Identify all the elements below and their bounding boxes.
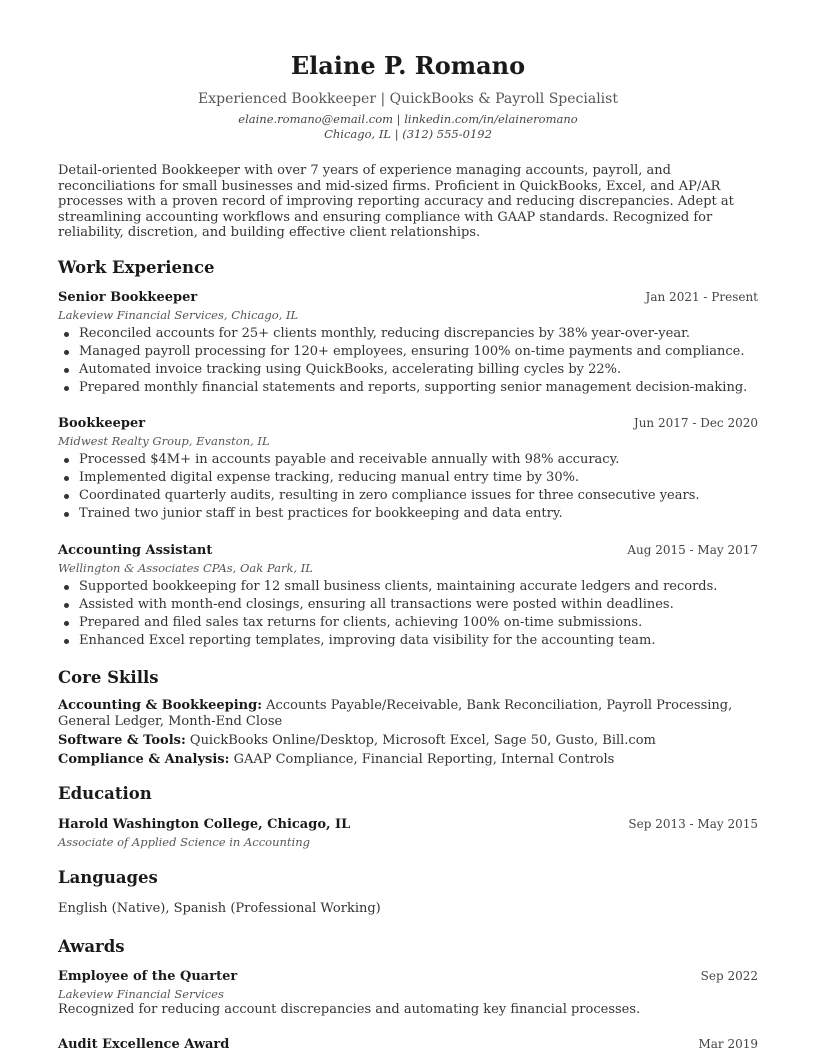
job-entry — [58, 543, 758, 650]
award-title: Audit Excellence Award — [58, 1037, 230, 1052]
skill-list: GAAP Compliance, Financial Reporting, Internal Controls — [233, 752, 615, 767]
job-entry — [58, 416, 758, 523]
job-company: Lakeview Financial Services, Chicago, IL — [58, 308, 299, 322]
job-title: Bookkeeper — [58, 416, 146, 431]
education-header — [58, 817, 758, 832]
job-dates: Jan 2021 - Present — [645, 290, 758, 304]
degree: Associate of Applied Science in Accounting — [58, 835, 310, 849]
job-dates: Jun 2017 - Dec 2020 — [633, 416, 758, 430]
school-name: Harold Washington College, Chicago, IL — [58, 817, 351, 832]
job-header — [58, 290, 758, 305]
section-title-skills: Core Skills — [58, 668, 159, 687]
job-bullet: Implemented digital expense tracking, reducing manual entry time by 30%. — [58, 469, 758, 487]
job-bullet: Prepared monthly financial statements and reports, supporting senior management decision-making. — [58, 379, 758, 397]
job-bullet: Managed payroll processing for 120+ employees, ensuring 100% on-time payments and compliance. — [58, 343, 758, 361]
job-bullet: Processed $4M+ in accounts payable and receivable annually with 98% accuracy. — [58, 451, 758, 469]
award-organization: Lakeview Financial Services — [58, 987, 224, 1001]
job-entry — [58, 290, 758, 397]
job-bullets — [58, 578, 758, 650]
award-description: Recognized for reducing account discrepancies and automating key financial processes. — [58, 1002, 641, 1017]
job-title: Accounting Assistant — [58, 543, 213, 558]
award-date: Sep 2022 — [700, 969, 758, 983]
skill-list: Accounts Payable/Receivable, Bank Reconciliation, Payroll Processing, General Ledger, Month-End Close — [58, 698, 733, 729]
award-header — [58, 969, 758, 984]
languages-list: English (Native), Spanish (Professional Working) — [58, 901, 381, 916]
contact-line-email: elaine.romano@email.com | linkedin.com/in/elaineromano — [238, 112, 578, 126]
job-bullet: Prepared and filed sales tax returns for clients, achieving 100% on-time submissions. — [58, 614, 758, 632]
job-company: Midwest Realty Group, Evanston, IL — [58, 434, 270, 448]
award-header — [58, 1037, 758, 1052]
education-entry — [58, 817, 758, 849]
skill-category: Software & Tools: — [58, 733, 186, 748]
award-date: Mar 2019 — [698, 1037, 758, 1051]
section-title-awards: Awards — [58, 937, 125, 956]
award-title: Employee of the Quarter — [58, 969, 238, 984]
job-bullets — [58, 325, 758, 397]
resume-header — [0, 0, 816, 142]
award-entry — [58, 1037, 758, 1052]
job-header — [58, 543, 758, 558]
skill-line — [58, 752, 758, 768]
job-bullet: Coordinated quarterly audits, resulting in zero compliance issues for three consecutive years. — [58, 487, 758, 505]
award-entry — [58, 969, 758, 1017]
job-dates: Aug 2015 - May 2017 — [627, 543, 758, 557]
section-title-education: Education — [58, 784, 152, 803]
skill-line — [58, 733, 758, 749]
job-bullets — [58, 451, 758, 523]
job-bullet: Trained two junior staff in best practices for bookkeeping and data entry. — [58, 505, 758, 523]
job-company: Wellington & Associates CPAs, Oak Park, IL — [58, 561, 313, 575]
headline: Experienced Bookkeeper | QuickBooks & Payroll Specialist — [198, 91, 618, 107]
section-title-work: Work Experience — [58, 258, 215, 277]
job-header — [58, 416, 758, 431]
candidate-name: Elaine P. Romano — [290, 51, 526, 80]
skill-category: Compliance & Analysis: — [58, 752, 230, 767]
section-title-languages: Languages — [58, 868, 158, 887]
job-bullet: Enhanced Excel reporting templates, improving data visibility for the accounting team. — [58, 632, 758, 650]
job-title: Senior Bookkeeper — [58, 290, 198, 305]
skill-category: Accounting & Bookkeeping: — [58, 698, 263, 713]
contact-line-location: Chicago, IL | (312) 555-0192 — [324, 127, 492, 141]
skill-line — [58, 698, 758, 729]
skill-list: QuickBooks Online/Desktop, Microsoft Excel, Sage 50, Gusto, Bill.com — [189, 733, 656, 748]
job-bullet: Supported bookkeeping for 12 small business clients, maintaining accurate ledgers and records. — [58, 578, 758, 596]
job-bullet: Automated invoice tracking using QuickBooks, accelerating billing cycles by 22%. — [58, 361, 758, 379]
education-dates: Sep 2013 - May 2015 — [628, 817, 758, 831]
job-bullet: Reconciled accounts for 25+ clients monthly, reducing discrepancies by 38% year-over-year. — [58, 325, 758, 343]
summary-paragraph: Detail-oriented Bookkeeper with over 7 years of experience managing accounts, payroll, and reconciliations for small businesses and mid-sized firms. Proficient in QuickBooks, Excel, and AP/AR processes with a proven record of improving reporting accuracy and reducing discrepancies. Adept at streamlining accounting workflows and ensuring compliance with GAAP standards. Recognized for reliability, discretion, and building effective client relationships. — [58, 163, 734, 240]
job-bullet: Assisted with month-end closings, ensuring all transactions were posted within deadlines. — [58, 596, 758, 614]
